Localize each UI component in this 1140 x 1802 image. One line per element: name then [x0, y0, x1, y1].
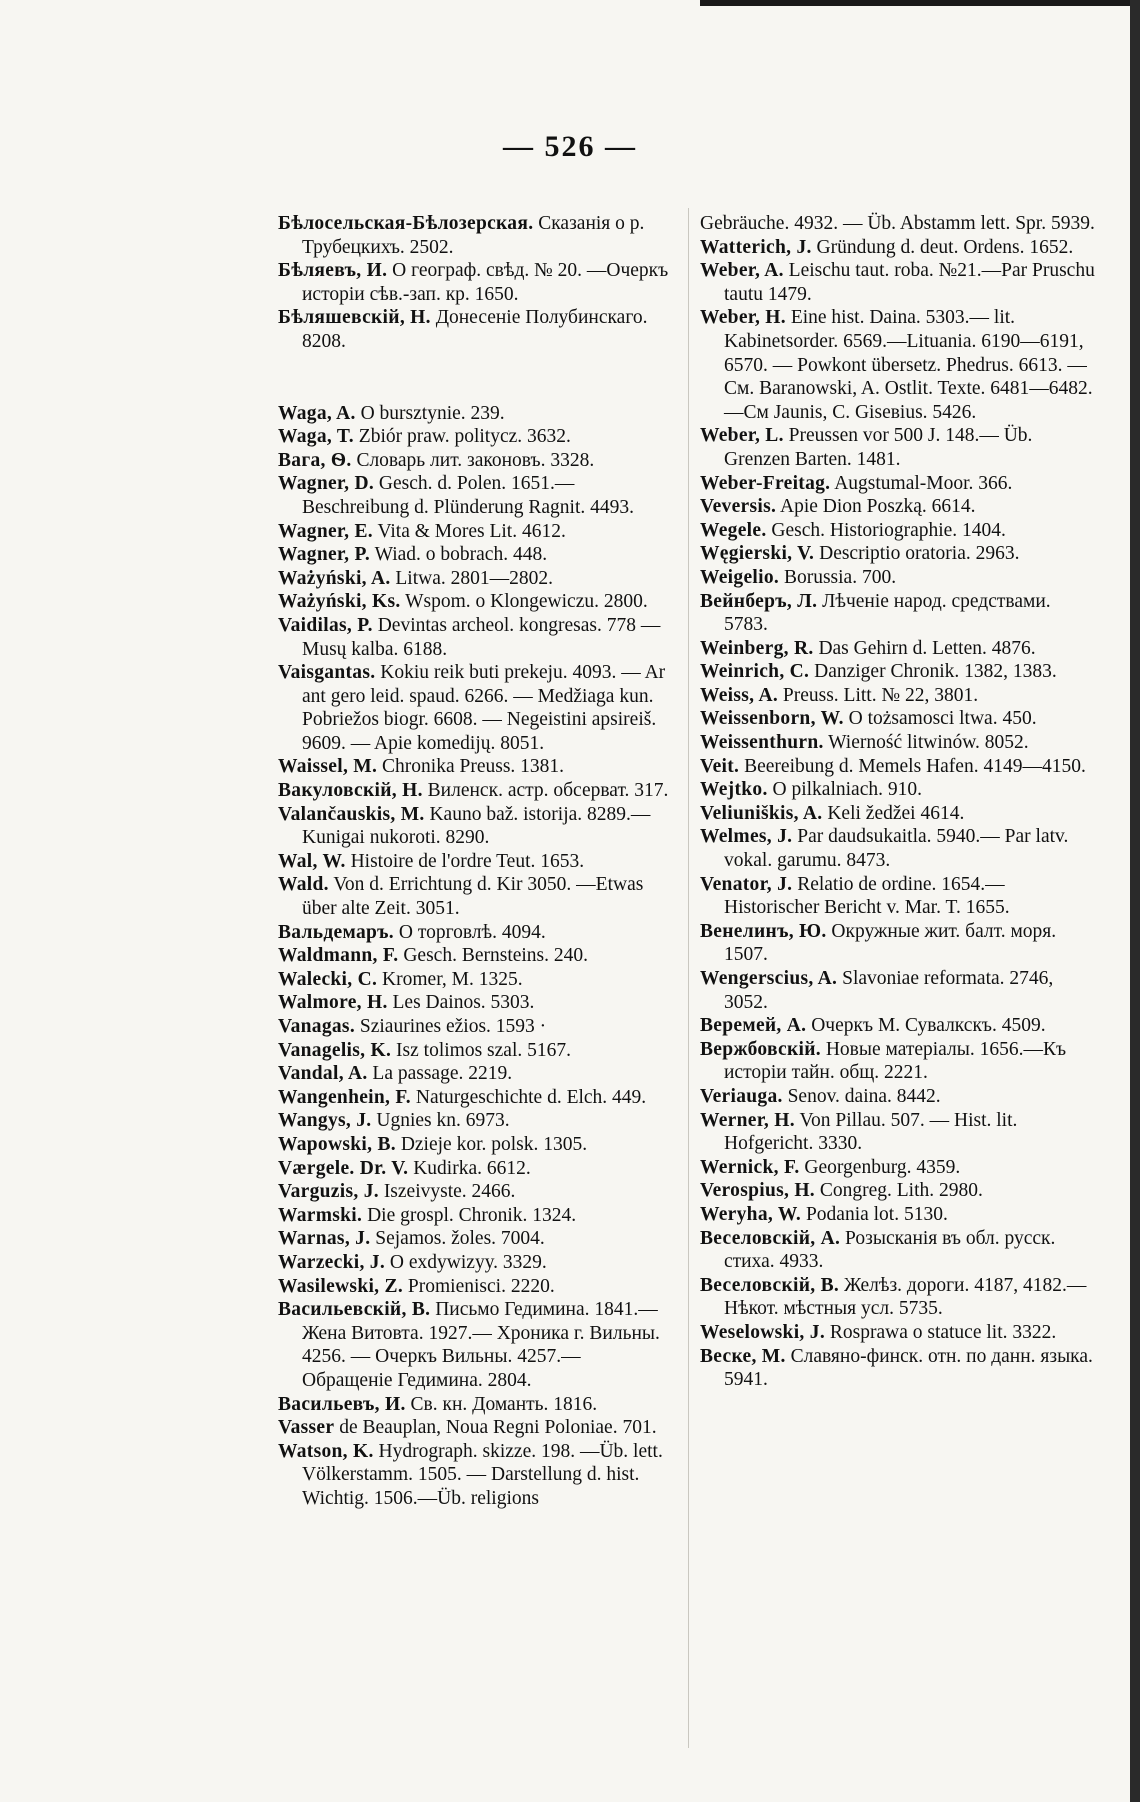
index-entry [278, 944, 673, 968]
entry-author: Walecki, C. [278, 968, 378, 990]
index-entry [700, 825, 1095, 872]
entry-text: Сказанія о р. Трубецкихъ. 2502. [302, 213, 645, 258]
index-entry [278, 1015, 673, 1039]
entry-author: Weiss, A. [700, 684, 779, 706]
entry-author: Veversis. [700, 496, 777, 518]
entry-text: Hydrograph. skizze. 198. —Üb. lett. Völkerstamm. 1505. — Darstellung d. hist. Wichtig. 1506.—Üb. religions [302, 1440, 663, 1509]
entry-text: Isz tolimos szal. 5167. [396, 1039, 571, 1061]
entry-text: Gesch. Bernsteins. 240. [403, 945, 589, 967]
entry-text: Die grospl. Chronik. 1324. [367, 1204, 577, 1226]
entry-author: Waldmann, F. [278, 945, 399, 967]
index-entry [278, 212, 673, 259]
entry-author: Welmes, J. [700, 826, 793, 848]
entry-text: Par daudsukaitla. 5940.— Par latv. vokal. garumu. 8473. [724, 826, 1069, 872]
entry-author: Værgele. Dr. V. [278, 1157, 409, 1179]
entry-author: Weber, A. [700, 260, 784, 282]
index-entry [700, 1179, 1095, 1203]
index-entry [700, 1014, 1095, 1038]
entry-author: Waga, T. [278, 426, 354, 448]
entry-text: Les Dainos. 5303. [392, 992, 535, 1014]
index-entry [278, 306, 673, 353]
scan-edge-top [700, 0, 1140, 6]
index-entry [700, 306, 1095, 424]
index-entry [278, 755, 673, 779]
entry-author: Vaisgantas. [278, 662, 376, 684]
entry-text: Sziaurines ežios. 1593 · [359, 1016, 547, 1037]
entry-author: Węgierski, V. [700, 543, 815, 565]
index-entry [700, 424, 1095, 471]
entry-author: Warmski. [278, 1204, 363, 1226]
index-entry [278, 402, 673, 426]
entry-author: Vanagelis, K. [278, 1039, 392, 1061]
index-entry [278, 449, 673, 473]
entry-author: Weinberg, R. [700, 637, 814, 659]
entry-text: Св. кн. Доманть. 1816. [410, 1393, 598, 1415]
index-entry [278, 1298, 673, 1392]
entry-text: Kokiu reik buti prekeju. 4093. — Ar ant gero leid. spaud. 6266. — Medžiaga kun. Pobriežos biogr. 6608. — Negeistini apsireiš. 9609. — Apie komedijų. 8051. [302, 662, 666, 754]
page-number: — 526 — [503, 130, 637, 163]
entry-text: Naturgeschichte d. Elch. 449. [415, 1086, 647, 1108]
entry-author: Veriauga. [700, 1085, 783, 1107]
left-column [278, 212, 673, 1510]
entry-text: Rosprawa o statuce lit. 3322. [829, 1321, 1057, 1343]
entry-text: О географ. свѣд. № 20. —Очеркъ исторіи сѣв.-зап. кр. 1650. [302, 260, 669, 305]
entry-author: Verospius, H. [700, 1180, 815, 1202]
index-entry [700, 778, 1095, 802]
index-entry [700, 707, 1095, 731]
column-divider [688, 208, 689, 1748]
entry-author: Weber, L. [700, 425, 784, 447]
index-entry [278, 1180, 673, 1204]
entry-author: Veit. [700, 755, 740, 777]
entry-author: Weselowski, J. [700, 1321, 825, 1343]
entry-author: Вержбовскій. [700, 1038, 821, 1060]
index-entry [278, 614, 673, 661]
index-entry [700, 1085, 1095, 1109]
entry-author: Venator, J. [700, 873, 793, 895]
entry-text: O pilkalniach. 910. [772, 779, 922, 801]
entry-author: Varguzis, J. [278, 1181, 379, 1203]
entry-text: de Beauplan, Noua Regni Poloniae. 701. [339, 1417, 657, 1439]
index-entry [700, 755, 1095, 779]
entry-text: Dzieje kor. polsk. 1305. [400, 1133, 588, 1155]
entry-author: Wal, W. [278, 850, 346, 872]
index-entry [700, 1345, 1095, 1392]
entry-author: Wasilewski, Z. [278, 1275, 404, 1297]
entry-text: Vita & Mores Lit. 4612. [377, 520, 566, 542]
entry-author: Wengerscius, A. [700, 968, 838, 989]
entry-author: Wagner, D. [278, 473, 374, 495]
index-entry [278, 1133, 673, 1157]
index-entry [700, 731, 1095, 755]
entry-author: Вага, Ѳ. [278, 449, 352, 471]
index-entry [700, 637, 1095, 661]
entry-author: Васильевскій, В. [278, 1299, 431, 1321]
entry-text: Relatio de ordine. 1654.— Historischer Bericht v. Mar. T. 1655. [724, 873, 1010, 919]
index-entry [700, 1038, 1095, 1085]
entry-author: Weinrich, C. [700, 661, 810, 683]
entry-text: O exdywizyy. 3329. [389, 1251, 547, 1273]
index-entry [700, 259, 1095, 306]
index-entry [700, 519, 1095, 543]
entry-text: Chronika Preuss. 1381. [382, 756, 565, 778]
entry-author: Васильевъ, И. [278, 1393, 406, 1415]
index-entry [278, 968, 673, 992]
entry-text: Новые матеріалы. 1656.—Къ исторіи тайн. общ. 2221. [724, 1038, 1067, 1084]
entry-author: Веремей, А. [700, 1015, 807, 1037]
entry-author: Werner, H. [700, 1109, 795, 1131]
index-entry [278, 1227, 673, 1251]
index-entry [278, 543, 673, 567]
index-entry [278, 779, 673, 803]
index-entry [700, 873, 1095, 920]
entry-text: Preuss. Litt. № 22, 3801. [782, 684, 979, 706]
entry-text: Congreg. Lith. 2980. [819, 1180, 983, 1202]
index-entry [278, 991, 673, 1015]
entry-text: Лѣченіе народ. средствами. 5783. [724, 590, 1051, 636]
entry-text: Descriptio oratoria. 2963. [819, 543, 1020, 565]
entry-text: Georgenburg. 4359. [804, 1156, 961, 1178]
entry-author: Watterich, J. [700, 236, 812, 258]
index-entry [278, 850, 673, 874]
entry-text: Borussia. 700. [783, 566, 897, 588]
entry-author: Вейнберъ, Л. [700, 590, 818, 612]
entry-author: Вакуловскій, Н. [278, 780, 423, 802]
entry-author: Wangys, J. [278, 1110, 372, 1132]
entry-text: Histoire de l'ordre Teut. 1653. [350, 850, 585, 872]
entry-author: Vaidilas, P. [278, 614, 373, 636]
entry-author: Бѣляевъ, И. [278, 260, 388, 282]
entry-author: Wald. [278, 874, 329, 896]
entry-text: Окружные жит. балт. моря. 1507. [724, 920, 1057, 966]
entry-author: Vasser [278, 1417, 335, 1439]
entry-text: Письмо Гедимина. 1841.—Жена Витовта. 1927.— Хроника г. Вильны. 4256. — Очеркъ Вильны. 4257.— Обращеніе Гедимина. 2804. [302, 1299, 660, 1391]
index-entry [278, 1440, 673, 1511]
index-entry [700, 1156, 1095, 1180]
scan-edge-right [1130, 0, 1140, 1802]
entry-text: О торговлѣ. 4094. [398, 921, 546, 943]
index-entry [278, 1086, 673, 1110]
entry-text: Apie Dion Poszką. 6614. [780, 496, 976, 518]
entry-author: Венелинъ, Ю. [700, 920, 827, 942]
entry-text: Виленск. астр. обсерват. 317. [427, 780, 669, 802]
entry-author: Weigelio. [700, 566, 780, 588]
entry-author: Wangenhein, F. [278, 1086, 411, 1108]
entry-author: Watson, K. [278, 1440, 374, 1462]
entry-text: Gesch. d. Polen. 1651.— Beschreibung d. Plünderung Ragnit. 4493. [302, 473, 635, 518]
index-entry [700, 802, 1095, 826]
index-entry [700, 472, 1095, 496]
entry-author: Weber, H. [700, 307, 786, 329]
entry-author: Vanagas. [278, 1016, 356, 1037]
entry-text: Slavoniae reformata. 2746, 3052. [724, 968, 1054, 1013]
index-entry [700, 1227, 1095, 1274]
index-entry [278, 590, 673, 614]
right-column [700, 212, 1095, 1392]
index-entry [278, 1416, 673, 1440]
entry-author: Wejtko. [700, 779, 768, 801]
entry-text: Розысканія въ обл. русск. стиха. 4933. [724, 1227, 1056, 1273]
entry-text: Danziger Chronik. 1382, 1383. [814, 661, 1057, 683]
entry-text: Zbiór praw. politycz. 3632. [358, 426, 571, 448]
index-entry [278, 873, 673, 920]
index-entry [278, 567, 673, 591]
index-entry [278, 259, 673, 306]
entry-text: Очеркъ М. Сувалкскъ. 4509. [811, 1015, 1046, 1037]
entry-author: Вальдемаръ. [278, 921, 394, 943]
index-entry [278, 1275, 673, 1299]
entry-text: Podania lot. 5130. [805, 1203, 948, 1225]
entry-author: Weissenborn, W. [700, 708, 844, 730]
index-entry [278, 803, 673, 850]
entry-author: Wegele. [700, 519, 767, 541]
entry-text: Желѣз. дороги. 4187, 4182.—Нѣкот. мѣстныя усл. 5735. [724, 1274, 1087, 1320]
entry-author: Веске, М. [700, 1345, 786, 1367]
entry-text: Leischu taut. roba. №21.—Par Pruschu tautu 1479. [724, 260, 1095, 305]
entry-author: Valančauskis, M. [278, 803, 425, 825]
entry-text: Von Pillau. 507. — Hist. lit. Hofgericht. 3330. [724, 1109, 1018, 1155]
index-entry [700, 1321, 1095, 1345]
index-entry [278, 1039, 673, 1063]
index-entry [700, 1109, 1095, 1156]
entry-author: Warnas, J. [278, 1228, 371, 1250]
index-entry [278, 1109, 673, 1133]
index-entry [278, 1251, 673, 1275]
entry-author: Бѣлосельская-Бѣлозерская. [278, 213, 534, 234]
index-entry [700, 590, 1095, 637]
index-entry [700, 212, 1095, 236]
entry-author: Veliuniškis, A. [700, 802, 823, 824]
entry-text: Славяно-финск. отн. по данн. языка. 5941. [724, 1345, 1093, 1391]
index-entry [278, 1157, 673, 1181]
index-entry [278, 472, 673, 519]
index-entry [700, 566, 1095, 590]
entry-text: Gesch. Historiographie. 1404. [771, 519, 1006, 541]
entry-text: Gründung d. deut. Ordens. 1652. [816, 236, 1074, 258]
entry-text: Wierność litwinów. 8052. [828, 732, 1029, 754]
entry-text: Kudirka. 6612. [413, 1157, 531, 1179]
index-entry [700, 1274, 1095, 1321]
entry-author: Wagner, E. [278, 520, 373, 542]
index-entry [278, 661, 673, 755]
entry-author: Бѣляшевскій, Н. [278, 307, 431, 329]
index-entry [278, 425, 673, 449]
index-entry [700, 542, 1095, 566]
entry-text: Донесеніе Полубинскаго. 8208. [302, 307, 648, 352]
entry-author: Wagner, P. [278, 544, 371, 566]
entry-text: Das Gehirn d. Letten. 4876. [818, 637, 1036, 659]
entry-text: Von d. Errichtung d. Kir 3050. —Etwas über alte Zeit. 3051. [302, 874, 644, 920]
entry-author: Веселовскій, В. [700, 1274, 840, 1296]
index-entry [278, 1393, 673, 1417]
entry-author: Waga, A. [278, 402, 356, 424]
entry-text: Litwa. 2801—2802. [395, 567, 553, 589]
index-entry [700, 967, 1095, 1014]
entry-text: Словарь лит. законовъ. 3328. [356, 449, 595, 471]
entry-author: Wapowski, B. [278, 1133, 396, 1155]
index-entry [700, 660, 1095, 684]
entry-text: Kromer, M. 1325. [382, 968, 523, 990]
index-entry [700, 920, 1095, 967]
entry-text: Beereibung d. Memels Hafen. 4149—4150. [744, 755, 1086, 777]
entry-text: Promienisci. 2220. [407, 1275, 555, 1297]
index-entry [278, 1062, 673, 1086]
entry-text: Preussen vor 500 J. 148.— Üb. Grenzen Barten. 1481. [724, 425, 1033, 470]
entry-author: Weissenthurn. [700, 732, 824, 754]
entry-text: Devintas archeol. kongresas. 778 —Musų kalba. 6188. [302, 614, 661, 660]
entry-text: Ugnies kn. 6973. [376, 1110, 510, 1132]
index-entry [278, 921, 673, 945]
entry-author: Weber-Freitag. [700, 472, 831, 494]
index-entry [278, 520, 673, 544]
index-entry [700, 236, 1095, 260]
index-entry [700, 495, 1095, 519]
entry-author: Warzecki, J. [278, 1251, 386, 1273]
entry-author: Weryha, W. [700, 1203, 802, 1225]
entry-text: Sejamos. žoles. 7004. [375, 1228, 545, 1250]
entry-text: Senov. daina. 8442. [787, 1085, 941, 1107]
entry-text: Eine hist. Daina. 5303.— lit. Kabinetsorder. 6569.—Lituania. 6190—6191, 6570. — Powkont übersetz. Phedrus. 6613. — См. Baranowski, A. Ostlit. Texte. 6481—6482.—См Jaunis, C. Giseвius. 5426. [724, 307, 1093, 423]
entry-text: O bursztynie. 239. [360, 402, 505, 424]
entry-text: Kauno bаž. istorija. 8289.—Kunigai nukoroti. 8290. [302, 803, 651, 849]
entry-text: Keli žedžei 4614. [827, 802, 965, 824]
index-entry [278, 1204, 673, 1228]
entry-author: Walmore, H. [278, 992, 388, 1014]
entry-author: Vandal, A. [278, 1063, 368, 1085]
entry-author: Ważyński, Ks. [278, 591, 401, 613]
entry-author: Wernick, F. [700, 1156, 800, 1178]
entry-text: Wiad. o bobrach. 448. [374, 544, 548, 566]
index-entry [700, 1203, 1095, 1227]
entry-author: Waissel, M. [278, 756, 378, 778]
entry-text: Gebräuche. 4932. — Üb. Abstamm lett. Spr. 5939. [700, 213, 1095, 234]
entry-author: Веселовскій, А. [700, 1227, 841, 1249]
entry-text: Iszeivyste. 2466. [383, 1181, 516, 1203]
index-entry [700, 684, 1095, 708]
entry-text: La passage. 2219. [372, 1063, 513, 1085]
entry-text: Augstumal-Moor. 366. [834, 472, 1013, 494]
entry-text: O tożsamosci ltwa. 450. [848, 708, 1037, 730]
entry-author: Ważyński, A. [278, 567, 391, 589]
entry-text: Wspom. o Klongewiczu. 2800. [405, 591, 648, 613]
